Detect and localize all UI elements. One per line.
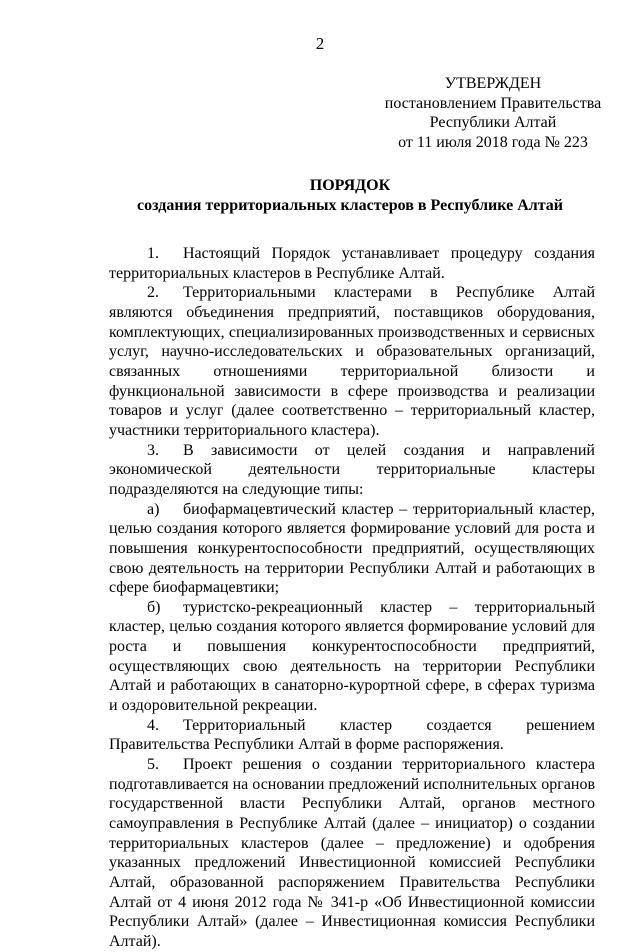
document-body [109,244,595,952]
paragraph-3 [109,441,595,500]
paragraph-5 [109,755,595,952]
paragraph-number: б) [147,598,161,616]
paragraph-number: а) [147,500,160,518]
paragraph-text: Территориальный кластер создается решением Правительства Республики Алтай в форме распоряжения. [109,716,595,754]
document-heading: ПОРЯДОК [309,177,391,194]
paragraph-number: 4. [147,716,159,734]
approval-date: от 11 июля 2018 года № 223 [398,133,588,151]
paragraph-text: В зависимости от целей создания и направлений экономической деятельности территориальные кластеры подразделяются на следующие типы: [109,441,595,498]
paragraph-4 [109,716,595,755]
page-number: 2 [315,34,325,53]
document-title [0,176,640,216]
approval-region: Республики Алтай [429,114,557,131]
approval-title: УТВЕРЖДЕН [444,75,542,92]
document-subheading: создания территориальных кластеров в Республике Алтай [137,197,563,214]
paragraph-text: Настоящий Порядок устанавливает процедуру создания территориальных кластеров в Республике Алтай. [109,245,595,282]
paragraph-number: 2. [147,284,159,302]
paragraph-3a [109,500,595,598]
approval-stamp [380,74,606,152]
paragraph-text: Проект решения о создании территориального кластера подготавливается на основании предложений исполнительных органов государственной власти Республики Алтай, органов местного самоуправления в Республике Алтай (далее – инициатор) о создании территориальных кластеров (далее – предложение) и одобрения указанных предложений Инвестиционной комиссией Республики Алтай, образованной распоряжением Правительства Республики Алтай от 4 июня 2012 года № 341-р «Об Инвестиционной комиссии Республики Алтай» (далее – Инвестиционная комиссия Республики Алтай). [109,756,595,950]
paragraph-number: 3. [147,441,159,459]
paragraph-number: 1. [147,245,159,262]
paragraph-3b [109,598,595,716]
paragraph-text: туристско-рекреационный кластер – территориальный кластер, целью создания которого является формирование условий для роста и повышения конкурентоспособности предприятий, осуществляющих свою деятельность на территории Республики Алтай и работающих в санаторно-курортной сфере, в сферах туризма и оздоровительной рекреации. [109,598,595,715]
paragraph-text: Территориальными кластерами в Республике Алтай являются объединения предприятий, поставщиков оборудования, комплектующих, специализированных производственных и сервисных услуг, научно-исследовательских и образовательных организаций, связанных отношениями территориальной близости и функциональной зависимости в сфере производства и реализации товаров и услуг (далее соответственно – территориальный кластер, участники территориального кластера). [109,284,595,439]
paragraph-2 [109,283,595,440]
approval-authority: постановлением Правительства [384,94,602,112]
paragraph-1 [109,244,595,283]
paragraph-number: 5. [147,756,159,774]
paragraph-text: биофармацевтический кластер – территориальный кластер, целью создания которого является формирование условий для роста и повышения конкурентоспособности предприятий, осуществляющих свою деятельность на территории Республики Алтай и работающих в сфере биофармацевтики; [109,500,595,597]
